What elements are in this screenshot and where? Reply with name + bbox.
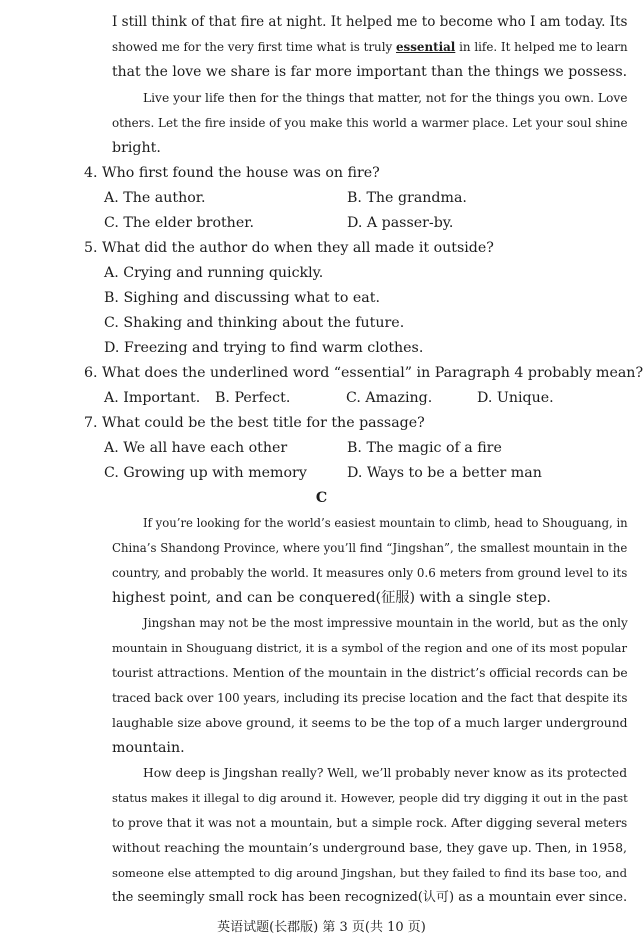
passage-b-p1-line3: that the love we share is far more important than the things we possess. xyxy=(112,64,628,80)
passage-c-p3-line4: without reaching the mountain’s underground base, they gave up. Then, in 1958, xyxy=(112,840,628,855)
passage-c-p3-line6: the seemingly small rock has been recognized(认可) as a mountain ever since. xyxy=(112,890,628,905)
passage-c-p1-line1: If you’re looking for the world’s easiest mountain to climb, head to Shouguang, in xyxy=(143,516,628,530)
passage-c-p2-line1: Jingshan may not be the most impressive mountain in the world, but as the only xyxy=(143,616,628,630)
q4-option-d: D. A passer-by. xyxy=(347,215,454,231)
q7-option-a: A. We all have each other xyxy=(104,440,288,456)
q4-option-b: B. The grandma. xyxy=(347,190,467,206)
q5-option-b: B. Sighing and discussing what to eat. xyxy=(104,290,380,306)
q7-option-b: B. The magic of a fire xyxy=(347,440,502,456)
text-segment: showed me for the very first time what is truly xyxy=(112,40,396,54)
text-segment: in life. It helped me to learn xyxy=(455,40,628,54)
q6-option-a: A. Important. xyxy=(104,390,201,406)
passage-c-p3-line1: How deep is Jingshan really? Well, we’ll probably never know as its protected xyxy=(143,766,628,780)
q5-option-a: A. Crying and running quickly. xyxy=(104,265,324,281)
page-footer: 英语试题(长郡版) 第 3 页(共 10 页) xyxy=(217,920,426,935)
question-6-stem: 6. What does the underlined word “essential” in Paragraph 4 probably mean? xyxy=(84,365,643,381)
passage-c-p2-line4: traced back over 100 years, including its precise location and the fact that despite its xyxy=(112,691,628,705)
passage-c-p2-line5: laughable size above ground, it seems to be the top of a much larger underground xyxy=(112,716,628,730)
passage-b-p1-line2 xyxy=(112,37,630,57)
q4-option-a: A. The author. xyxy=(104,190,206,206)
underlined-word-essential: essential xyxy=(396,40,456,54)
passage-b-p2-line1: Live your life then for the things that matter, not for the things you own. Love xyxy=(143,91,628,105)
passage-b-p2-line2: others. Let the fire inside of you make this world a warmer place. Let your soul shine xyxy=(112,116,628,130)
passage-c-heading: C xyxy=(315,490,328,506)
passage-c-p3-line3: to prove that it was not a mountain, but a simple rock. After digging several meters xyxy=(112,816,628,830)
passage-c-p2-line3: tourist attractions. Mention of the mountain in the district’s official records can be xyxy=(112,666,628,680)
question-5-stem: 5. What did the author do when they all made it outside? xyxy=(84,240,494,256)
question-4-stem: 4. Who first found the house was on fire? xyxy=(84,165,380,181)
passage-c-p2-line6: mountain. xyxy=(112,740,185,756)
q6-option-c: C. Amazing. xyxy=(346,390,433,406)
passage-c-p1-line4: highest point, and can be conquered(征服) with a single step. xyxy=(112,590,551,606)
question-7-stem: 7. What could be the best title for the passage? xyxy=(84,415,425,431)
q5-option-c: C. Shaking and thinking about the future. xyxy=(104,315,405,331)
passage-c-p3-line5: someone else attempted to dig around Jingshan, but they failed to find its base too, and xyxy=(112,866,628,880)
passage-c-p1-line3: country, and probably the world. It measures only 0.6 meters from ground level to its xyxy=(112,566,628,580)
q5-option-d: D. Freezing and trying to find warm clothes. xyxy=(104,340,424,356)
passage-c-p1-line2: China’s Shandong Province, where you’ll find “Jingshan”, the smallest mountain in the xyxy=(112,541,628,555)
passage-c-p3-line2: status makes it illegal to dig around it. However, people did try digging it out in the past xyxy=(112,791,628,805)
q7-option-d: D. Ways to be a better man xyxy=(347,465,542,481)
q6-option-b: B. Perfect. xyxy=(215,390,291,406)
q4-option-c: C. The elder brother. xyxy=(104,215,254,231)
passage-b-p1-line1: I still think of that fire at night. It helped me to become who I am today. Its xyxy=(112,14,628,30)
passage-b-p2-line3: bright. xyxy=(112,140,161,156)
q7-option-c: C. Growing up with memory xyxy=(104,465,307,481)
passage-c-p2-line2: mountain in Shouguang district, it is a symbol of the region and one of its most popular xyxy=(112,641,627,655)
q6-option-d: D. Unique. xyxy=(477,390,554,406)
